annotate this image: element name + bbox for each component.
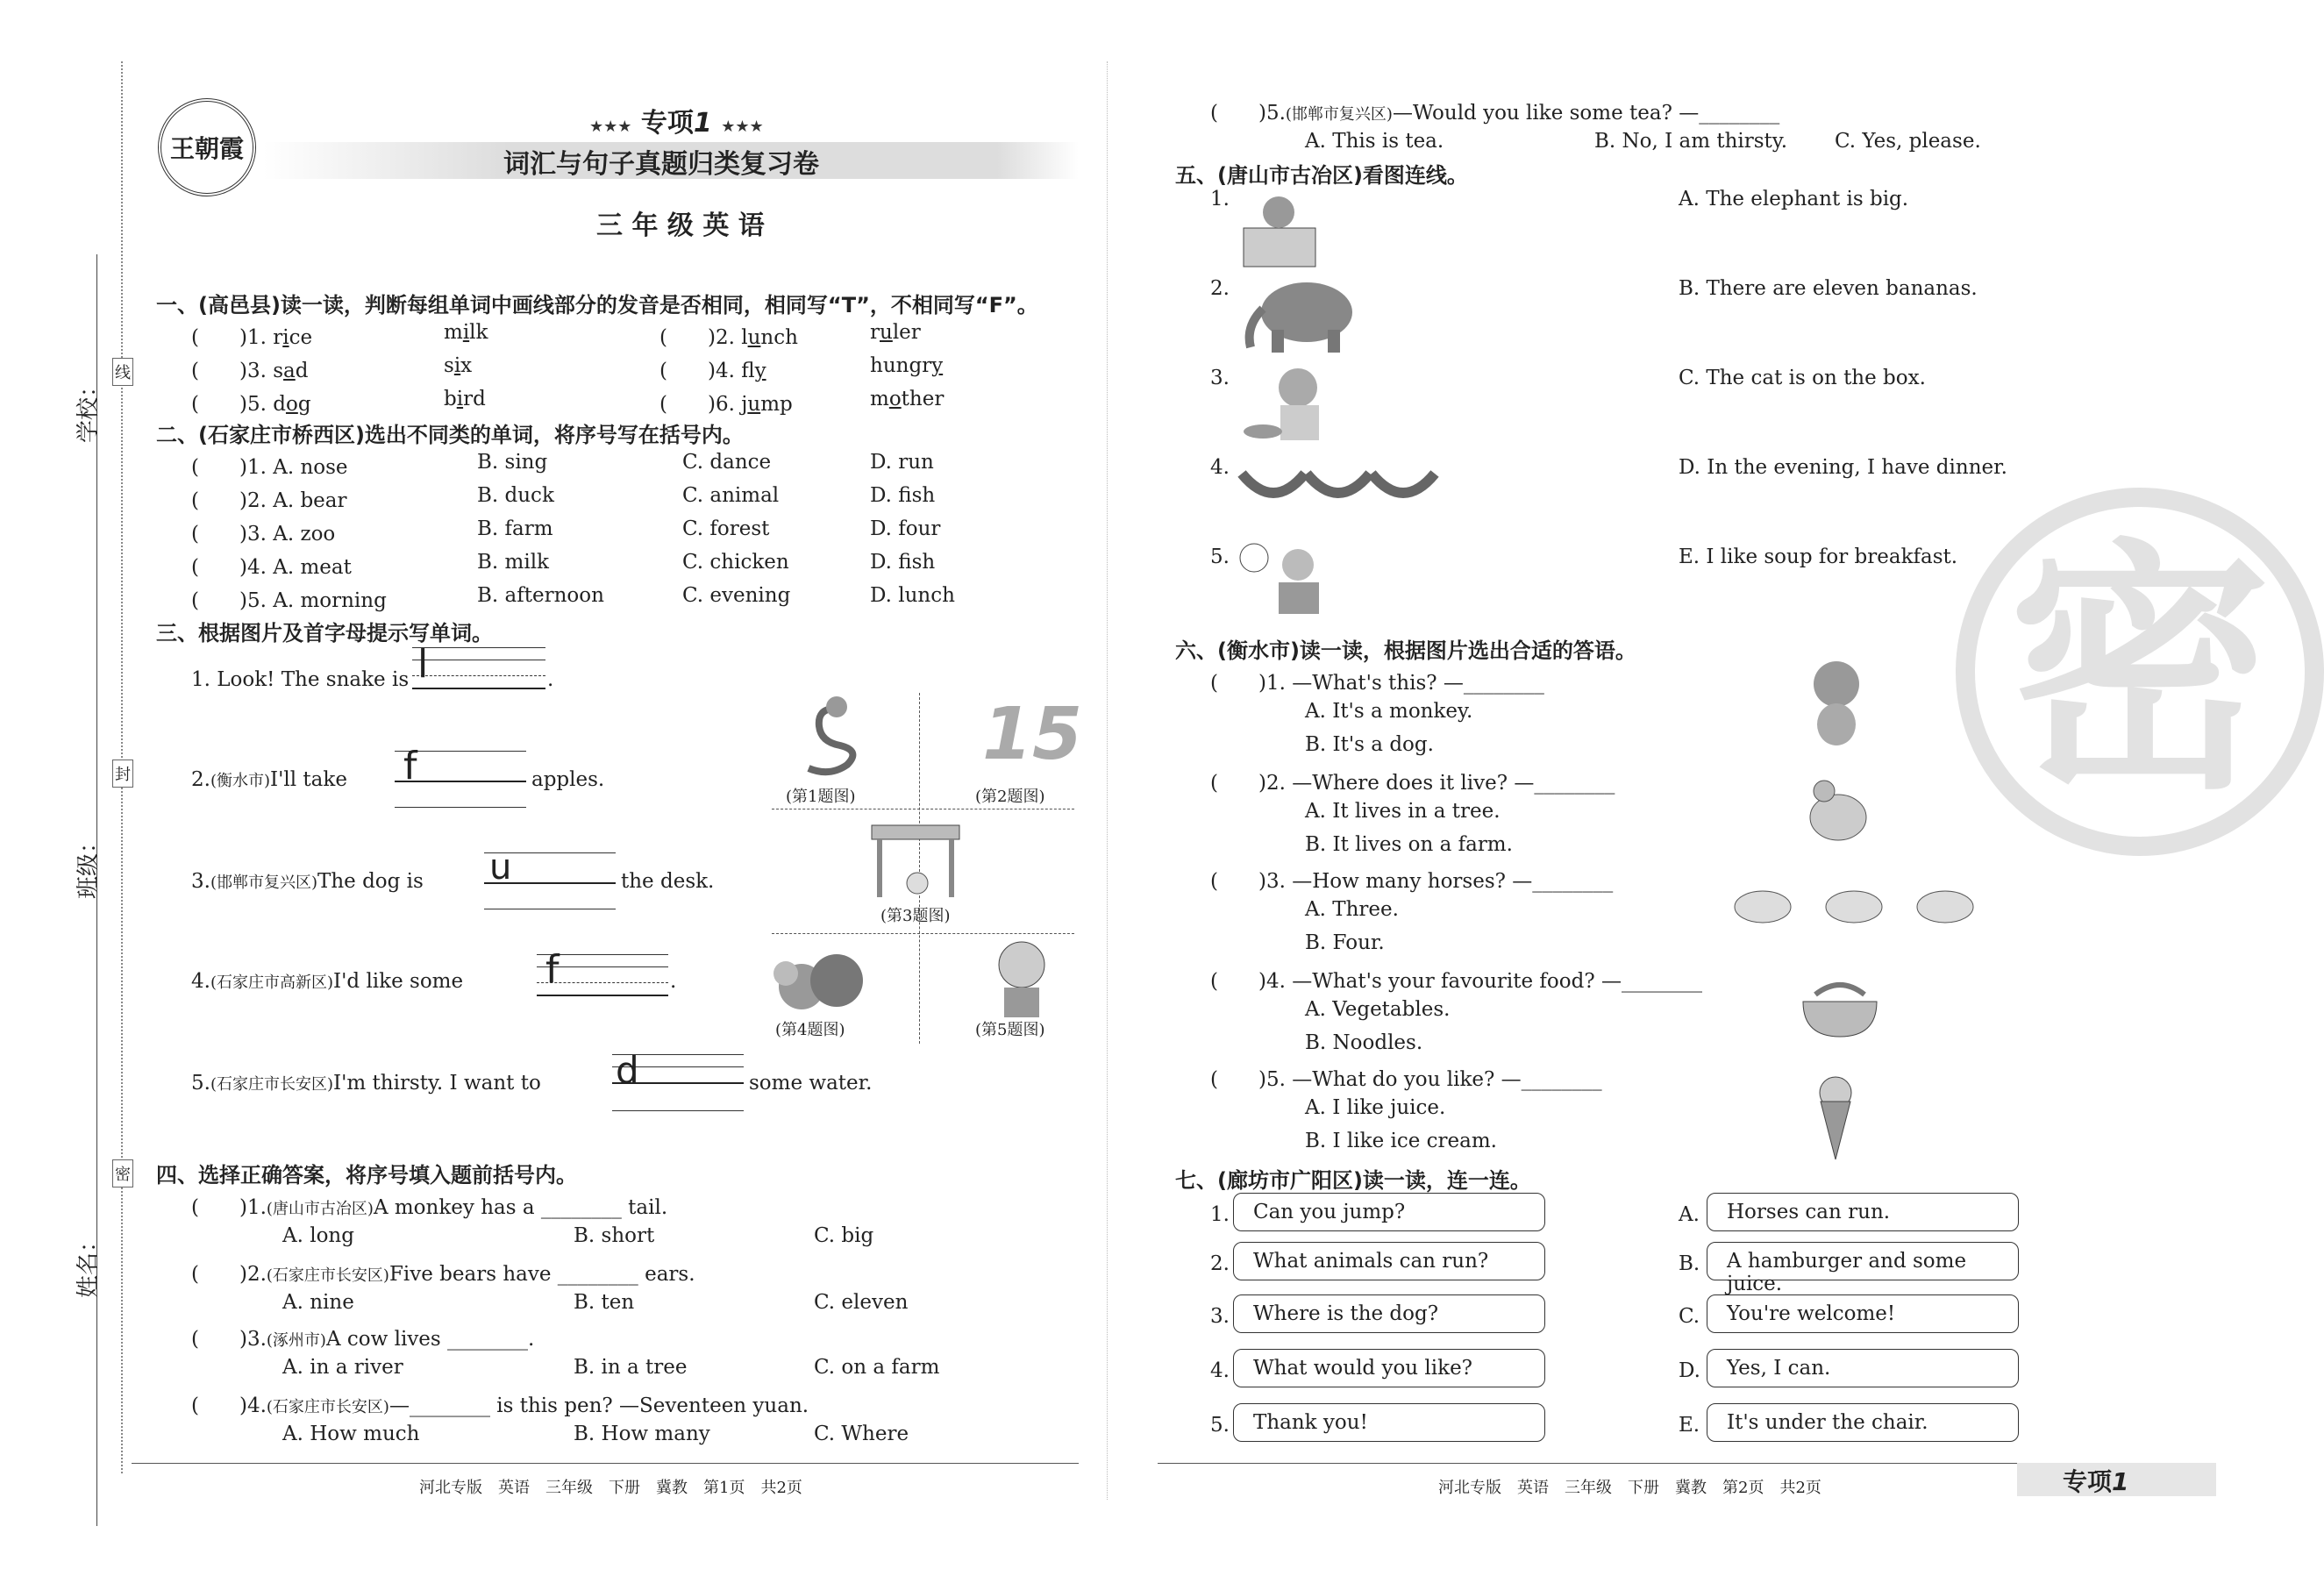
s3-q2-writing-lines[interactable] <box>395 744 526 809</box>
logo <box>158 98 256 196</box>
s2-option-b: B. afternoon <box>477 584 604 607</box>
s7-right-box-4[interactable]: Yes, I can. <box>1707 1349 2019 1387</box>
hen-picture <box>1798 768 1877 852</box>
desk-dog-picture <box>868 820 965 901</box>
s1-answer-bracket-4[interactable]: ( )4. fly <box>659 360 766 382</box>
s1-answer-bracket-1[interactable]: ( )1. rice <box>191 326 313 349</box>
cat-on-box-picture <box>1240 186 1319 270</box>
s1-word-b-6: mother <box>870 388 945 410</box>
s7-left-number: 4. <box>1210 1359 1230 1382</box>
s3-caption-1: (第1题图) <box>786 788 856 806</box>
s6-title: 六、(衡水市)读一读，根据图片选出合适的答语。 <box>1175 638 1636 663</box>
s6-option-a: A. It lives in a tree. <box>1305 800 1501 823</box>
s5-option-3[interactable]: C. The cat is on the box. <box>1679 367 1926 389</box>
s3-caption-3: (第3题图) <box>880 907 951 925</box>
s2-option-d: D. fish <box>870 484 936 507</box>
s6-option-a: A. Three. <box>1305 898 1399 921</box>
s7-left-box-2[interactable]: What animals can run? <box>1233 1242 1545 1280</box>
s6-question-4[interactable]: ( )4. —What's your favourite food? —________ <box>1210 970 1702 993</box>
s7-right-letter: A. <box>1679 1203 1700 1226</box>
s4-question-5[interactable]: ( )5.(邯郸市复兴区)—Would you like some tea? —________ <box>1210 102 1780 125</box>
s5-title: 五、(唐山市古冶区)看图连线。 <box>1175 163 1468 188</box>
s6-question-1[interactable]: ( )1. —What's this? —________ <box>1210 672 1544 695</box>
s3-q1-writing-lines[interactable] <box>412 642 545 700</box>
s6-question-3[interactable]: ( )3. —How many horses? —________ <box>1210 870 1614 893</box>
s7-right-box-3[interactable]: You're welcome! <box>1707 1294 2019 1333</box>
elephant-picture <box>1237 274 1359 354</box>
s3-q5-end: some water. <box>749 1072 873 1095</box>
s2-option-d: D. fish <box>870 551 936 574</box>
s7-left-box-4[interactable]: What would you like? <box>1233 1349 1545 1387</box>
bananas-picture <box>1237 456 1438 509</box>
s3-q2: 2.(衡水市)I'll take <box>191 768 347 791</box>
s5-picture-number-4: 4. <box>1210 456 1230 479</box>
s3-q5-letter: d <box>616 1049 639 1092</box>
class-label: 班级： <box>75 830 102 899</box>
s2-question-3[interactable]: ( )3. A. zoo <box>191 523 336 546</box>
binding-mark-3: 密 <box>112 1159 133 1187</box>
s7-right-box-2[interactable]: A hamburger and some juice. <box>1707 1242 2019 1280</box>
s1-word-b-3: six <box>444 354 473 377</box>
s2-option-c: C. evening <box>682 584 791 607</box>
s5-picture-number-2: 2. <box>1210 277 1230 300</box>
s4-option-b: B. How many <box>574 1423 710 1445</box>
monkey-picture <box>1798 654 1877 751</box>
s5-picture-number-1: 1. <box>1210 188 1230 210</box>
s3-q3-end: the desk. <box>621 870 715 893</box>
s1-answer-bracket-3[interactable]: ( )3. sad <box>191 360 309 382</box>
s2-option-b: B. milk <box>477 551 549 574</box>
footer-right: 河北专版 英语 三年级 下册 冀教 第2页 共2页 <box>1438 1479 1821 1497</box>
s2-question-4[interactable]: ( )4. A. meat <box>191 556 352 579</box>
special-tag: ★★★ 专项1 ★★★ <box>589 108 764 139</box>
s2-option-c: C. chicken <box>682 551 789 574</box>
s6-option-b: B. Four. <box>1305 931 1385 954</box>
s3-q3-writing-lines[interactable] <box>484 847 616 910</box>
s4-question-2[interactable]: ( )2.(石家庄市长安区)Five bears have ________ ears. <box>191 1263 695 1286</box>
name-label: 姓名： <box>75 1229 102 1298</box>
s4-option-a: A. How much <box>282 1423 420 1445</box>
s3-q5: 5.(石家庄市长安区)I'm thirsty. I want to <box>191 1072 541 1095</box>
s2-question-5[interactable]: ( )5. A. morning <box>191 589 387 612</box>
boy-drinking-picture <box>982 933 1061 1021</box>
s4-option-a: A. This is tea. <box>1305 130 1444 153</box>
s7-right-box-5[interactable]: It's under the chair. <box>1707 1403 2019 1442</box>
s1-answer-bracket-2[interactable]: ( )2. lunch <box>659 326 798 349</box>
girl-eating-picture <box>1237 361 1333 446</box>
logo-text: 王朝霞 <box>169 134 244 163</box>
s6-option-b: B. It's a dog. <box>1305 733 1434 756</box>
s4-option-c: C. eleven <box>814 1291 909 1314</box>
s7-right-letter: C. <box>1679 1305 1700 1328</box>
s3-q4-end: . <box>670 970 677 993</box>
s5-option-5[interactable]: E. I like soup for breakfast. <box>1679 546 1958 568</box>
s1-answer-bracket-5[interactable]: ( )5. dog <box>191 393 311 416</box>
s4-question-4[interactable]: ( )4.(石家庄市长安区)—________ is this pen? —Seventeen yuan. <box>191 1394 809 1417</box>
ice-cream-picture <box>1814 1075 1857 1163</box>
s4-title: 四、选择正确答案，将序号填入题前括号内。 <box>156 1163 577 1187</box>
s4-option-c: C. Where <box>814 1423 909 1445</box>
horses-picture <box>1719 863 1991 944</box>
s5-picture-number-5: 5. <box>1210 546 1230 568</box>
s7-title: 七、(廊坊市广阳区)读一读，连一连。 <box>1175 1168 1531 1193</box>
s7-left-box-5[interactable]: Thank you! <box>1233 1403 1545 1442</box>
s3-q4: 4.(石家庄市高新区)I'd like some <box>191 970 464 993</box>
s6-option-a: A. Vegetables. <box>1305 998 1451 1021</box>
s2-question-1[interactable]: ( )1. A. nose <box>191 456 348 479</box>
s7-right-letter: E. <box>1679 1414 1700 1437</box>
s4-option-b: B. No, I am thirsty. <box>1594 130 1788 153</box>
s3-q3-letter: u <box>489 847 512 888</box>
s2-option-b: B. duck <box>477 484 554 507</box>
s4-option-c: C. on a farm <box>814 1356 940 1379</box>
s4-option-b: B. short <box>574 1224 655 1247</box>
s3-q3: 3.(邯郸市复兴区)The dog is <box>191 870 424 893</box>
s3-q1: 1. Look! The snake is <box>191 668 410 691</box>
s3-title: 三、根据图片及首字母提示写单词。 <box>156 621 493 645</box>
s7-left-box-3[interactable]: Where is the dog? <box>1233 1294 1545 1333</box>
s1-word-b-5: bird <box>444 388 486 410</box>
school-label: 学校： <box>75 374 102 443</box>
page-subtitle: 三 年 级 英 语 <box>596 210 765 241</box>
s5-option-1[interactable]: A. The elephant is big. <box>1679 188 1909 210</box>
s4-option-c: C. big <box>814 1224 874 1247</box>
s7-left-number: 3. <box>1210 1305 1230 1328</box>
s4-option-a: A. long <box>282 1224 354 1247</box>
s4-option-a: A. nine <box>282 1291 354 1314</box>
binding-mark-2: 封 <box>112 760 133 788</box>
s3-caption-2: (第2题图) <box>975 788 1045 806</box>
s3-q4-writing-lines[interactable] <box>537 947 668 1012</box>
watermark: 密 <box>1956 488 2324 856</box>
s3-q5-writing-lines[interactable] <box>612 1049 744 1112</box>
s6-option-a: A. I like juice. <box>1305 1096 1446 1119</box>
s7-left-number: 5. <box>1210 1414 1230 1437</box>
s2-option-c: C. forest <box>682 517 770 540</box>
s3-q1-letter: l <box>417 642 429 687</box>
s4-option-b: B. in a tree <box>574 1356 688 1379</box>
s2-option-b: B. sing <box>477 451 548 474</box>
number-15-picture: 15 <box>982 693 1083 776</box>
s6-option-b: B. I like ice cream. <box>1305 1130 1497 1152</box>
fruit-picture <box>766 938 872 1017</box>
s4-option-a: A. in a river <box>282 1356 403 1379</box>
s6-question-5[interactable]: ( )5. —What do you like? —________ <box>1210 1068 1602 1091</box>
page-title: 词汇与句子真题归类复习卷 <box>503 149 819 180</box>
snake-picture <box>791 691 879 788</box>
s1-word-b-4: hungry <box>870 354 944 377</box>
s2-option-d: D. lunch <box>870 584 955 607</box>
s7-left-number: 2. <box>1210 1252 1230 1275</box>
s3-q1-end: . <box>547 668 554 691</box>
s1-title: 一、(高邑县)读一读，判断每组单词中画线部分的发音是否相同，相同写“T”，不相同写“F”。 <box>156 293 1038 317</box>
s4-question-3[interactable]: ( )3.(涿州市)A cow lives ________. <box>191 1328 535 1351</box>
s2-title: 二、(石家庄市桥西区)选出不同类的单词，将序号写在括号内。 <box>156 423 744 447</box>
footer-left: 河北专版 英语 三年级 下册 冀教 第1页 共2页 <box>419 1479 802 1497</box>
s4-question-1[interactable]: ( )1.(唐山市古冶区)A monkey has a ________ tail. <box>191 1196 668 1219</box>
s7-right-letter: D. <box>1679 1359 1700 1382</box>
s6-question-2[interactable]: ( )2. —Where does it live? —________ <box>1210 772 1615 795</box>
s6-option-b: B. Noodles. <box>1305 1031 1423 1054</box>
s1-word-b-1: milk <box>444 321 488 344</box>
s4-option-c: C. Yes, please. <box>1835 130 1981 153</box>
s1-word-b-2: ruler <box>870 321 921 344</box>
s2-option-d: D. run <box>870 451 934 474</box>
s3-caption-4: (第4题图) <box>775 1021 845 1039</box>
s3-caption-5: (第5题图) <box>975 1021 1045 1039</box>
s2-option-d: D. four <box>870 517 941 540</box>
s6-option-a: A. It's a monkey. <box>1305 700 1473 723</box>
s7-right-letter: B. <box>1679 1252 1700 1275</box>
s4-option-b: B. ten <box>574 1291 635 1314</box>
clock-dinner-picture <box>1237 535 1333 623</box>
s3-q2-end: apples. <box>531 768 605 791</box>
s7-left-box-1[interactable]: Can you jump? <box>1233 1193 1545 1231</box>
s2-option-b: B. farm <box>477 517 553 540</box>
s6-option-b: B. It lives on a farm. <box>1305 833 1513 856</box>
footer-tag: 专项1 <box>2017 1463 2216 1496</box>
s2-option-c: C. dance <box>682 451 772 474</box>
s5-option-2[interactable]: B. There are eleven bananas. <box>1679 277 1978 300</box>
binding-mark-1: 线 <box>112 358 133 386</box>
s7-right-box-1[interactable]: Horses can run. <box>1707 1193 2019 1231</box>
s2-question-2[interactable]: ( )2. A. bear <box>191 489 347 512</box>
s5-option-4[interactable]: D. In the evening, I have dinner. <box>1679 456 2007 479</box>
s7-left-number: 1. <box>1210 1203 1230 1226</box>
s3-q2-letter: f <box>403 744 417 788</box>
noodles-picture <box>1798 968 1882 1042</box>
s1-answer-bracket-6[interactable]: ( )6. jump <box>659 393 793 416</box>
s2-option-c: C. animal <box>682 484 780 507</box>
s5-picture-number-3: 3. <box>1210 367 1230 389</box>
s3-q4-letter: f <box>545 947 560 992</box>
